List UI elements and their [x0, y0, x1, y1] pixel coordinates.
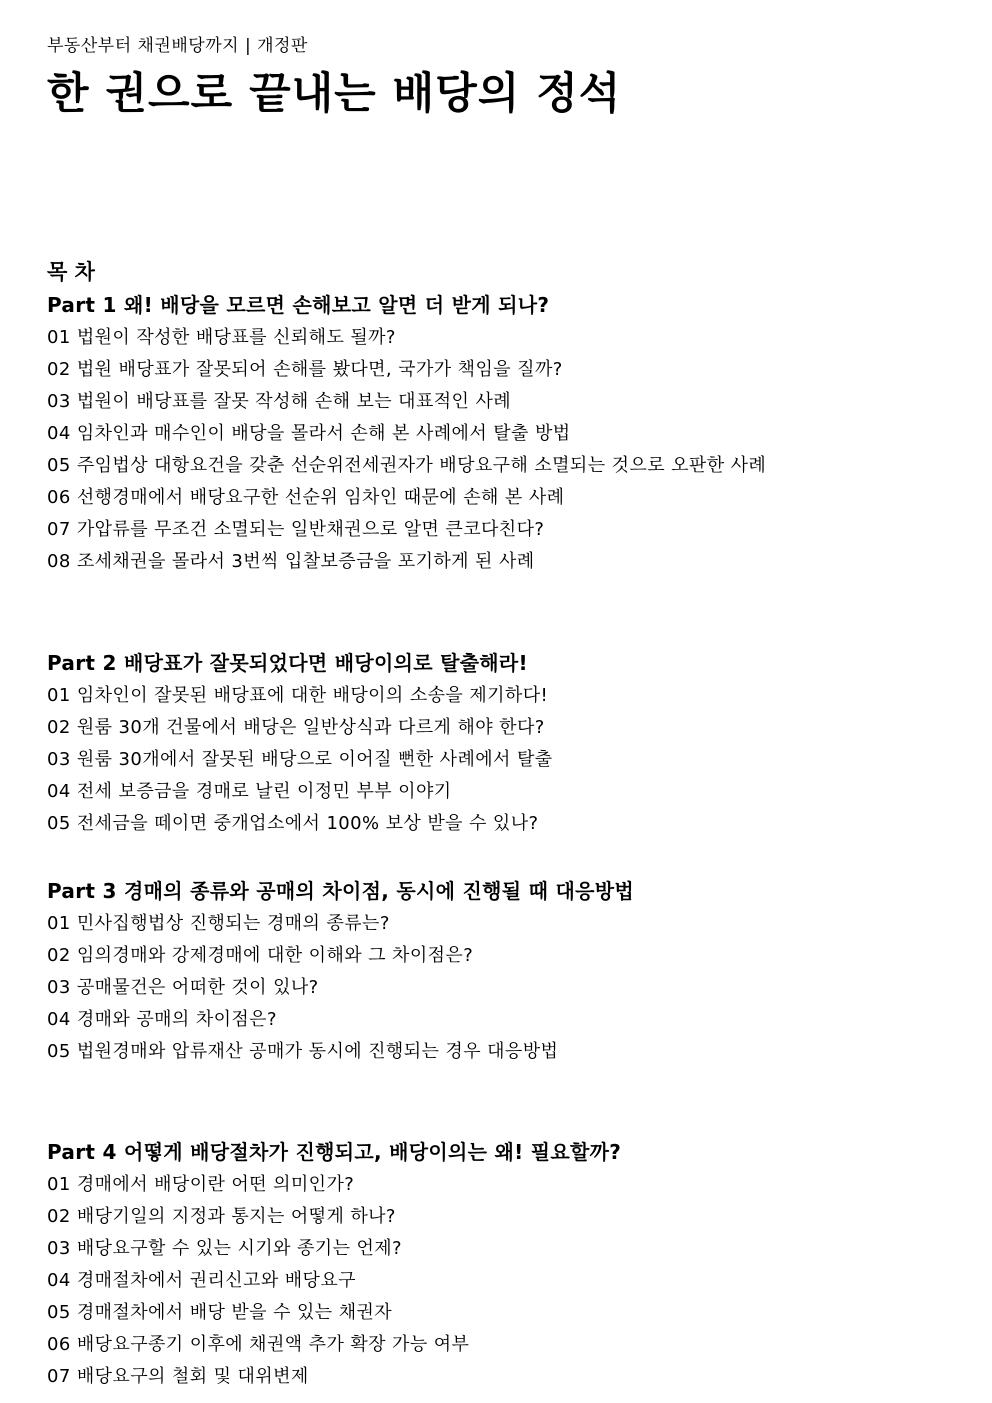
item-number: 05 [47, 1041, 71, 1062]
toc-item [47, 1297, 977, 1329]
toc-item [47, 1265, 977, 1297]
item-number: 08 [47, 551, 71, 572]
item-number: 03 [47, 1238, 71, 1259]
item-title: 법원이 배당표를 잘못 작성해 손해 보는 대표적인 사례 [76, 391, 512, 412]
item-title: 전세 보증금을 경매로 날린 이정민 부부 이야기 [76, 781, 452, 802]
item-number: 07 [47, 1366, 71, 1387]
toc-item [47, 1361, 977, 1393]
toc-item [47, 514, 977, 546]
item-title: 임차인과 매수인이 배당을 몰라서 손해 본 사례에서 탈출 방법 [76, 423, 571, 444]
toc-item [47, 1233, 977, 1265]
item-title: 법원이 작성한 배당표를 신뢰해도 될까? [76, 327, 396, 348]
item-number: 01 [47, 327, 71, 348]
item-title: 원룸 30개에서 잘못된 배당으로 이어질 뻔한 사례에서 탈출 [76, 749, 553, 770]
item-title: 전세금을 떼이면 중개업소에서 100% 보상 받을 수 있나? [76, 813, 539, 834]
toc-item [47, 908, 977, 940]
item-number: 05 [47, 1302, 71, 1323]
toc-item [47, 972, 977, 1004]
toc-item [47, 354, 977, 386]
item-number: 03 [47, 391, 71, 412]
toc-item [47, 1004, 977, 1036]
item-title: 조세채권을 몰라서 3번씩 입찰보증금을 포기하게 된 사례 [76, 551, 535, 572]
item-number: 02 [47, 359, 71, 380]
item-number: 02 [47, 945, 71, 966]
item-number: 03 [47, 977, 71, 998]
toc-item [47, 1036, 977, 1068]
part-title: Part 3 경매의 종류와 공매의 차이점, 동시에 진행될 때 대응방법 [47, 879, 634, 903]
toc-part-4 [47, 1135, 977, 1393]
item-number: 06 [47, 1334, 71, 1355]
item-number: 01 [47, 685, 71, 706]
item-number: 03 [47, 749, 71, 770]
toc-item [47, 940, 977, 972]
item-number: 04 [47, 423, 71, 444]
item-title: 경매절차에서 권리신고와 배당요구 [76, 1270, 356, 1291]
item-number: 02 [47, 717, 71, 738]
toc-item [47, 546, 977, 578]
toc-part-2 [47, 646, 977, 840]
item-title: 법원 배당표가 잘못되어 손해를 봤다면, 국가가 책임을 질까? [76, 359, 563, 380]
toc-item [47, 418, 977, 450]
toc-item [47, 776, 977, 808]
item-title: 경매절차에서 배당 받을 수 있는 채권자 [76, 1302, 393, 1323]
toc-item [47, 808, 977, 840]
toc-heading: 목 차 [47, 260, 95, 284]
toc-item [47, 1201, 977, 1233]
toc-item [47, 680, 977, 712]
part-title: Part 2 배당표가 잘못되었다면 배당이의로 탈출해라! [47, 651, 528, 675]
toc-item [47, 1169, 977, 1201]
part-title: Part 4 어떻게 배당절차가 진행되고, 배당이의는 왜! 필요할까? [47, 1140, 622, 1164]
toc-item [47, 744, 977, 776]
item-title: 원룸 30개 건물에서 배당은 일반상식과 다르게 해야 한다? [76, 717, 545, 738]
item-number: 02 [47, 1206, 71, 1227]
item-number: 07 [47, 519, 71, 540]
book-subtitle: 부동산부터 채권배당까지 | 개정판 [47, 36, 308, 56]
toc-item [47, 322, 977, 354]
item-title: 주임법상 대항요건을 갖춘 선순위전세권자가 배당요구해 소멸되는 것으로 오판한 사례 [76, 455, 767, 476]
item-title: 임의경매와 강제경매에 대한 이해와 그 차이점은? [76, 945, 474, 966]
item-number: 06 [47, 487, 71, 508]
item-title: 공매물건은 어떠한 것이 있나? [76, 977, 319, 998]
toc-item [47, 1329, 977, 1361]
item-number: 04 [47, 781, 71, 802]
item-title: 배당요구종기 이후에 채권액 추가 확장 가능 여부 [76, 1334, 470, 1355]
toc-item [47, 450, 977, 482]
toc-part-3 [47, 874, 977, 1068]
item-title: 경매와 공매의 차이점은? [76, 1009, 277, 1030]
toc-item [47, 386, 977, 418]
item-number: 04 [47, 1009, 71, 1030]
part-title: Part 1 왜! 배당을 모르면 손해보고 알면 더 받게 되나? [47, 293, 550, 317]
item-title: 법원경매와 압류재산 공매가 동시에 진행되는 경우 대응방법 [76, 1041, 559, 1062]
item-number: 01 [47, 1174, 71, 1195]
item-title: 배당요구의 철회 및 대위변제 [76, 1366, 309, 1387]
toc-part-1 [47, 288, 977, 578]
item-number: 04 [47, 1270, 71, 1291]
item-number: 05 [47, 455, 71, 476]
toc-item [47, 712, 977, 744]
item-title: 배당기일의 지정과 통지는 어떻게 하나? [76, 1206, 396, 1227]
toc-item [47, 482, 977, 514]
book-title: 한 권으로 끝내는 배당의 정석 [47, 69, 622, 119]
item-number: 05 [47, 813, 71, 834]
item-title: 배당요구할 수 있는 시기와 종기는 언제? [76, 1238, 403, 1259]
item-title: 민사집행법상 진행되는 경매의 종류는? [76, 913, 390, 934]
item-number: 01 [47, 913, 71, 934]
item-title: 경매에서 배당이란 어떤 의미인가? [76, 1174, 355, 1195]
item-title: 임차인이 잘못된 배당표에 대한 배당이의 소송을 제기하다! [76, 685, 549, 706]
item-title: 선행경매에서 배당요구한 선순위 임차인 때문에 손해 본 사례 [76, 487, 565, 508]
item-title: 가압류를 무조건 소멸되는 일반채권으로 알면 큰코다친다? [76, 519, 545, 540]
